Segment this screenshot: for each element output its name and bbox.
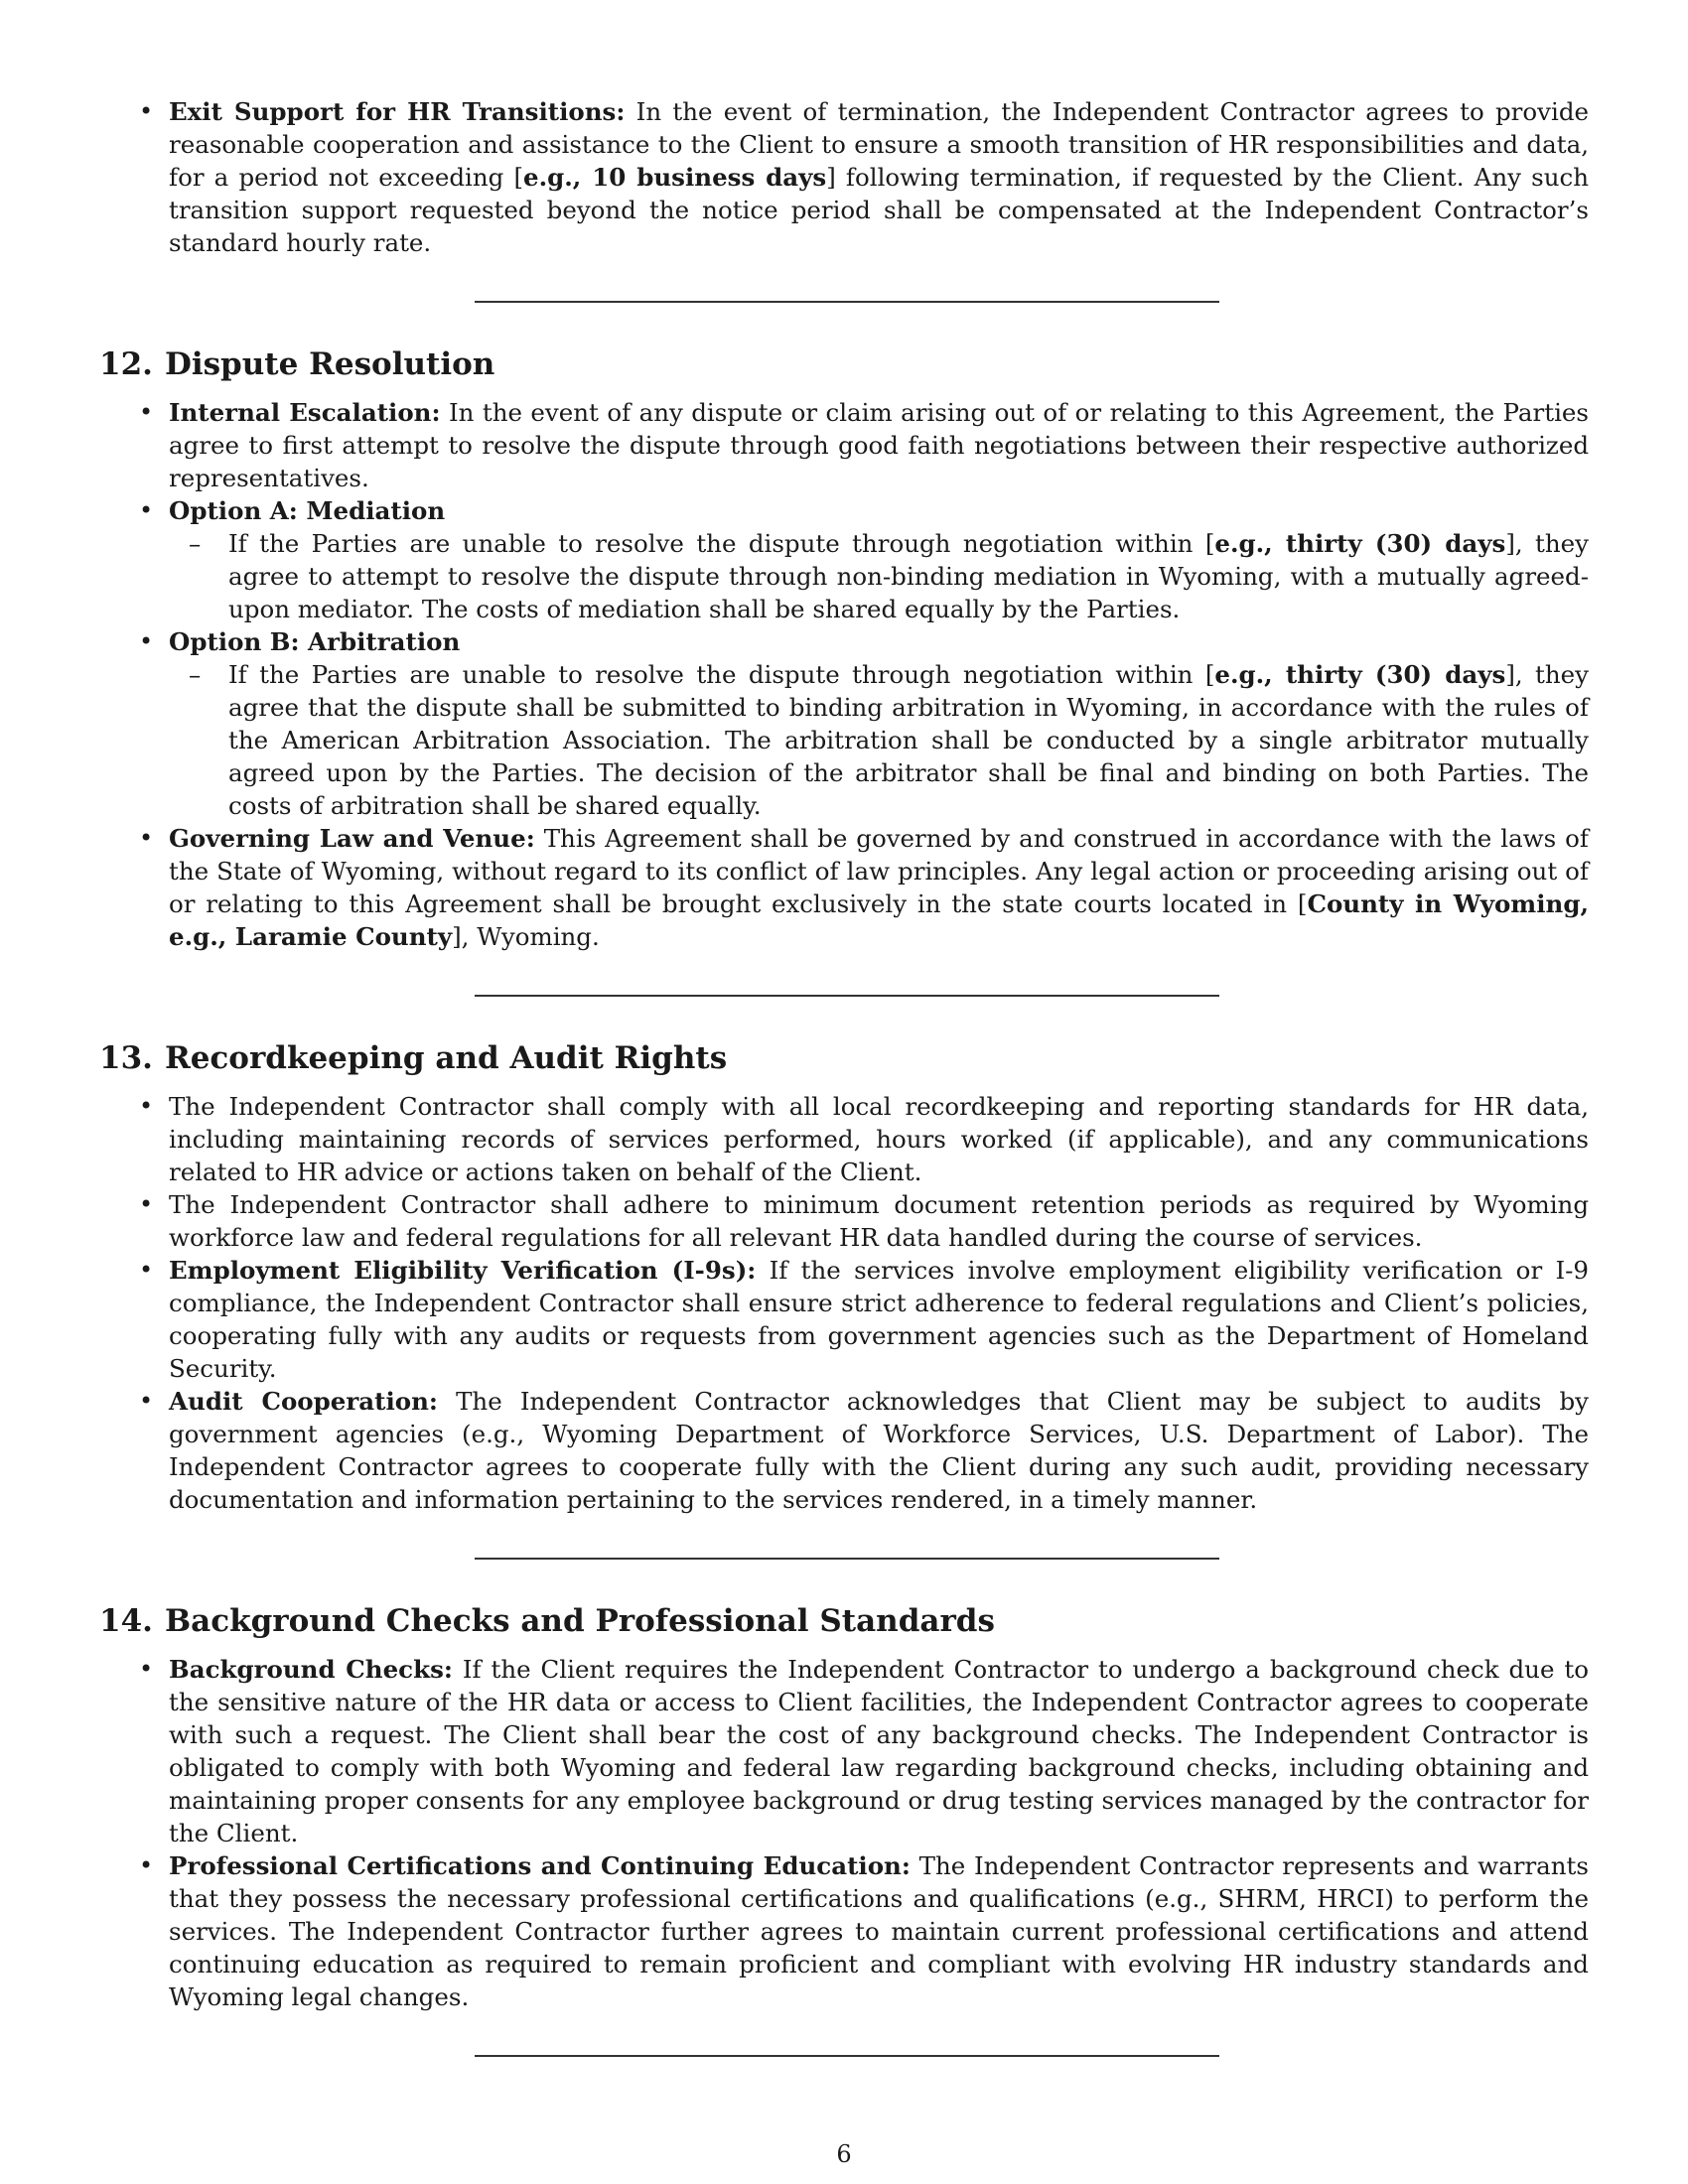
background-checks-label: Background Checks: — [169, 1655, 453, 1684]
dash-icon: – — [189, 529, 202, 558]
option-a-text-2: ], they agree to attempt to resolve the dispute through non-binding mediation in Wyoming, with a mutually agreed-upon mediator. The costs of mediation shall be shared equally by the Parties. — [228, 529, 1590, 623]
list-item-background-checks — [99, 1653, 1589, 1849]
list-item-recordkeeping — [99, 1090, 1589, 1188]
document-page — [99, 95, 1589, 2057]
list-item-internal-escalation — [99, 396, 1589, 494]
internal-escalation-text: In the event of any dispute or claim arising out of or relating to this Agreement, the Parties agree to first attempt to resolve the dispute through good faith negotiations between their respective authorized representatives. — [169, 398, 1590, 492]
background-checks-text: If the Client requires the Independent Contractor to undergo a background check due to the sensitive nature of the HR data or access to Client facilities, the Independent Contractor agrees to cooperate with such a request. The Client shall bear the cost of any background checks. The Independent Contractor is obligated to comply with both Wyoming and federal law regarding background checks, including obtaining and maintaining proper consents for any employee background or drug testing services managed by the contractor for the Client. — [169, 1655, 1589, 1847]
option-a-placeholder: e.g., thirty (30) days — [1214, 529, 1506, 558]
option-a-sublist — [169, 527, 1589, 625]
exit-support-label: Exit Support for HR Transitions: — [169, 97, 626, 126]
section-heading-14 — [99, 1601, 1589, 1641]
option-a-text-1: If the Parties are unable to resolve the dispute through negotiation within [ — [228, 529, 1215, 558]
section-heading-13 — [99, 1038, 1589, 1078]
bullet-icon: • — [139, 1092, 154, 1120]
i9-text: If the services involve employment eligibility verification or I-9 compliance, the Independent Contractor shall ensure strict adherence to federal regulations and Client’s policies, cooperating fully with any audits or requests from government agencies such as the Department of Homeland Security. — [169, 1256, 1589, 1383]
governing-law-text-2: ], Wyoming. — [452, 922, 600, 951]
i9-label: Employment Eligibility Verification (I-9s): — [169, 1256, 757, 1285]
option-b-text-1: If the Parties are unable to resolve the dispute through negotiation within [ — [228, 660, 1215, 689]
option-b-sublist — [169, 658, 1589, 822]
audit-cooperation-label: Audit Cooperation: — [169, 1387, 438, 1416]
section-title: Background Checks and Professional Standards — [164, 1603, 995, 1639]
dash-icon: – — [189, 660, 202, 689]
option-b-subitem — [169, 658, 1589, 822]
section-heading-12 — [99, 344, 1589, 384]
option-a-label: Option A: Mediation — [169, 496, 446, 525]
internal-escalation-label: Internal Escalation: — [169, 398, 441, 427]
bullet-icon: • — [139, 398, 154, 426]
option-b-placeholder: e.g., thirty (30) days — [1214, 660, 1506, 689]
bullet-icon: • — [139, 824, 154, 852]
bullet-icon: • — [139, 496, 154, 524]
section-number: 13. — [99, 1040, 153, 1076]
section-divider — [475, 995, 1219, 997]
recordkeeping-text: The Independent Contractor shall comply with all local recordkeeping and reporting standards for HR data, including maintaining records of services performed, hours worked (if applicable), and any communications related to HR advice or actions taken on behalf of the Client. — [169, 1092, 1589, 1186]
list-item-certifications — [99, 1849, 1589, 2013]
option-b-label: Option B: Arbitration — [169, 627, 461, 656]
section-number: 14. — [99, 1603, 153, 1639]
section-number: 12. — [99, 346, 153, 382]
option-a-subitem — [169, 527, 1589, 625]
option-b-text-2: ], they agree that the dispute shall be submitted to binding arbitration in Wyoming, in accordance with the rules of the American Arbitration Association. The arbitration shall be conducted by a single arbitrator mutually agreed upon by the Parties. The decision of the arbitrator shall be final and binding on both Parties. The costs of arbitration shall be shared equally. — [228, 660, 1590, 820]
section-title: Dispute Resolution — [164, 346, 495, 382]
exit-support-text-2: ] following termination, if requested by the Client. Any such transition support requested beyond the notice period shall be compensated at the Independent Contractor’s standard hourly rate. — [169, 163, 1589, 257]
list-item-governing-law — [99, 822, 1589, 953]
section12-list — [99, 396, 1589, 953]
bullet-icon: • — [139, 1190, 154, 1218]
section14-list — [99, 1653, 1589, 2013]
certifications-text: The Independent Contractor represents and warrants that they possess the necessary professional certifications and qualifications (e.g., SHRM, HRCI) to perform the services. The Independent Contractor further agrees to maintain current professional certifications and attend continuing education as required to remain proficient and compliant with evolving HR industry standards and Wyoming legal changes. — [169, 1851, 1589, 2011]
governing-law-label: Governing Law and Venue: — [169, 824, 535, 853]
list-item-option-b — [99, 625, 1589, 822]
list-item-option-a — [99, 494, 1589, 625]
bullet-icon: • — [139, 1851, 154, 1879]
bullet-icon: • — [139, 1256, 154, 1284]
bullet-icon: • — [139, 97, 154, 125]
exit-support-text-1: In the event of termination, the Independent Contractor agrees to provide reasonable cooperation and assistance to the Client to ensure a smooth transition of HR responsibilities and data, for a period not exceeding [ — [169, 97, 1589, 192]
governing-law-text-1: This Agreement shall be governed by and construed in accordance with the laws of the State of Wyoming, without regard to its conflict of law principles. Any legal action or proceeding arising out of or relating to this Agreement shall be brought exclusively in the state courts located in [ — [169, 824, 1589, 918]
audit-cooperation-text: The Independent Contractor acknowledges that Client may be subject to audits by government agencies (e.g., Wyoming Department of Workforce Services, U.S. Department of Labor). The Independent Contractor agrees to cooperate fully with the Client during any such audit, providing necessary documentation and information pertaining to the services rendered, in a timely manner. — [169, 1387, 1589, 1514]
list-item-exit-support — [99, 95, 1589, 259]
governing-law-placeholder: County in Wyoming, e.g., Laramie County — [169, 889, 1589, 951]
bullet-icon: • — [139, 627, 154, 655]
bullet-icon: • — [139, 1655, 154, 1683]
section-title: Recordkeeping and Audit Rights — [164, 1040, 728, 1076]
section-divider — [475, 301, 1219, 303]
retention-text: The Independent Contractor shall adhere to minimum document retention periods as required by Wyoming workforce law and federal regulations for all relevant HR data handled during the course of services. — [169, 1190, 1589, 1252]
bullet-icon: • — [139, 1387, 154, 1415]
section13-list — [99, 1090, 1589, 1516]
page-number: 6 — [836, 2140, 852, 2168]
certifications-label: Professional Certifications and Continuing Education: — [169, 1851, 911, 1880]
section-divider — [475, 1558, 1219, 1560]
exit-support-placeholder: e.g., 10 business days — [523, 163, 827, 192]
list-item-i9 — [99, 1254, 1589, 1385]
section11-continued-list — [99, 95, 1589, 259]
section-divider — [475, 2055, 1219, 2057]
list-item-retention — [99, 1188, 1589, 1254]
list-item-audit-cooperation — [99, 1385, 1589, 1516]
